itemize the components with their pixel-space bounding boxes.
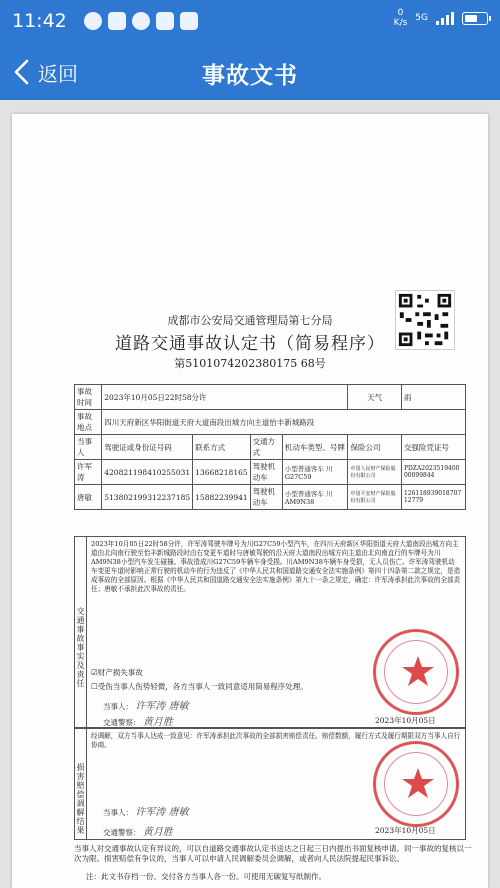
mediation-section bbox=[74, 728, 466, 840]
party-vehicle: 小型普通客车 川G27C59 bbox=[282, 460, 348, 485]
weibo-icon bbox=[84, 12, 102, 30]
table-row bbox=[75, 460, 466, 485]
table-row bbox=[75, 485, 466, 510]
mediation-section-label: 损害赔偿调解结果 bbox=[75, 729, 87, 839]
table-header: 联系方式 bbox=[193, 435, 251, 460]
seal-star-icon bbox=[400, 654, 436, 690]
back-label: 返回 bbox=[38, 63, 78, 86]
text-icon bbox=[108, 12, 126, 30]
chat-icon bbox=[132, 12, 150, 30]
status-indicators bbox=[394, 8, 488, 28]
weather-label: 天气 bbox=[348, 385, 401, 410]
table-header: 驾驶证或身份证号码 bbox=[102, 435, 193, 460]
place-value: 四川天府新区华阳街道天府大道南段出城方向主道怡丰新城路段 bbox=[102, 410, 466, 435]
damage-checkbox-line: ☑财产损失事故 bbox=[91, 668, 143, 677]
network-type: 5G bbox=[415, 13, 428, 23]
status-time: 11:42 bbox=[12, 10, 67, 32]
table-header-row bbox=[75, 435, 466, 460]
facts-section bbox=[74, 536, 466, 728]
party-insurer: 中国平安财产保险股份有限公司 bbox=[348, 485, 401, 510]
party-name: 许军涛 bbox=[75, 460, 102, 485]
party-insurer: 中国人民财产保险股份有限公司 bbox=[348, 460, 401, 485]
mediation-officer-signature-line: 交通警察： 黄月胜 bbox=[103, 827, 173, 838]
facts-text: 2023年10月05日22时58分许，许军涛驾驶车牌号为川G27C59小型汽车，在四川天府新区华阳街道天府大道南段出城方向主道由北向南行驶至怡丰新城路段时由右变更车道时与唐敏驾驶的沿天府大道南段出城方向主道由北向南直行的车牌号为川AM9N38小型汽车发生碰撞。事故造成川G27C59车辆车身受损。川AM9N38车辆车身受损，无人员伤亡。许军涛驾驶机动车变更车道时影响正常行驶的机动车的行为违反了《中华人民共和国道路交通安全法实施条例》第四十四条第二款之规定，是造成事故的全部原因。根据《中华人民共和国道路交通安全法实施条例》第九十一条之规定，确定：许军涛承担此次事故的全部责任；唐敏不承担此次事故的责任。 bbox=[91, 540, 461, 593]
nav-bar bbox=[0, 44, 500, 100]
seal-star-icon bbox=[400, 766, 436, 802]
party-id: 420821198410255031 bbox=[102, 460, 193, 485]
time-label: 事故时间 bbox=[75, 385, 102, 410]
party-signatures: 许军涛 唐敏 bbox=[135, 701, 189, 712]
injury-checkbox-line: ☐受伤当事人伤势轻微，各方当事人一致同意适用简易程序处理。 bbox=[91, 682, 308, 691]
party-policy: PDZA202351940000099844 bbox=[401, 460, 465, 485]
party-name: 唐敏 bbox=[75, 485, 102, 510]
document-viewer[interactable] bbox=[0, 100, 500, 888]
party-mode: 驾驶机动车 bbox=[250, 485, 282, 510]
notification-icons bbox=[84, 12, 198, 30]
facts-section-label: 交通事故事实及责任 bbox=[75, 537, 87, 727]
official-seal bbox=[373, 741, 459, 827]
table-header: 交强险凭证号 bbox=[401, 435, 465, 460]
doc-title: 道路交通事故认定书（简易程序） bbox=[115, 334, 385, 354]
party-phone: 13668218165 bbox=[193, 460, 251, 485]
net-speed: 0 K/s bbox=[393, 8, 408, 28]
accident-document-page bbox=[12, 114, 488, 888]
status-bar bbox=[0, 0, 500, 44]
party-id: 513802199312237185 bbox=[102, 485, 193, 510]
mediation-date: 2023年10月05日 bbox=[375, 826, 436, 835]
party-vehicle: 小型普通客车 川AM9N38 bbox=[282, 485, 348, 510]
officer-signature: 黄月胜 bbox=[142, 827, 173, 838]
battery-icon bbox=[462, 12, 488, 25]
doc-issuing-authority: 成都市公安局交通管理局第七分局 bbox=[167, 314, 333, 327]
table-header: 当事人 bbox=[75, 435, 102, 460]
doc-footer-remark: 注：此文书存档一份、交付各方当事人各一份。可使用无碳复写纸制作。 bbox=[86, 872, 326, 881]
party-mode: 驾驶机动车 bbox=[250, 460, 282, 485]
party-signature-line: 当事人： 许军涛 唐敏 bbox=[103, 701, 189, 712]
accident-info-table bbox=[74, 384, 466, 510]
place-label: 事故地点 bbox=[75, 410, 102, 435]
table-header: 机动车类型、号牌 bbox=[282, 435, 348, 460]
party-phone: 15882239941 bbox=[193, 485, 251, 510]
party-policy: 12611893901870712779 bbox=[401, 485, 465, 510]
facts-date: 2023年10月05日 bbox=[375, 716, 436, 725]
news-icon bbox=[180, 12, 198, 30]
table-header: 交通方式 bbox=[250, 435, 282, 460]
table-header: 保险公司 bbox=[348, 435, 401, 460]
doc-footer-note: 当事人对交通事故认定有异议的，可以自道路交通事故认定书送达之日起三日内提出书面复核申请。同一事故的复核以一次为限。损害赔偿有争议的，当事人可以申请人民调解委员会调解，或者向人民法院提起民事诉讼。 bbox=[74, 844, 472, 863]
officer-signature-line: 交通警察： 黄月胜 bbox=[103, 717, 173, 728]
doc-number: 第5101074202380175 68号 bbox=[174, 357, 326, 370]
party-signatures: 许军涛 唐敏 bbox=[135, 807, 189, 818]
mediation-text: 经调解，双方当事人达成一致意见：许军涛承担此次事故的全部损害赔偿责任。赔偿数额，履行方式及履行期限双方当事人自行协商。 bbox=[91, 732, 461, 749]
signal-icon bbox=[436, 11, 454, 25]
official-seal bbox=[373, 629, 459, 715]
photo-icon bbox=[156, 12, 174, 30]
time-value: 2023年10月05日22时58分许 bbox=[102, 385, 348, 410]
page-title: 事故文书 bbox=[202, 63, 298, 89]
mediation-party-signature-line: 当事人： 许军涛 唐敏 bbox=[103, 807, 189, 818]
officer-signature: 黄月胜 bbox=[142, 717, 173, 728]
weather-value: 雨 bbox=[401, 385, 465, 410]
